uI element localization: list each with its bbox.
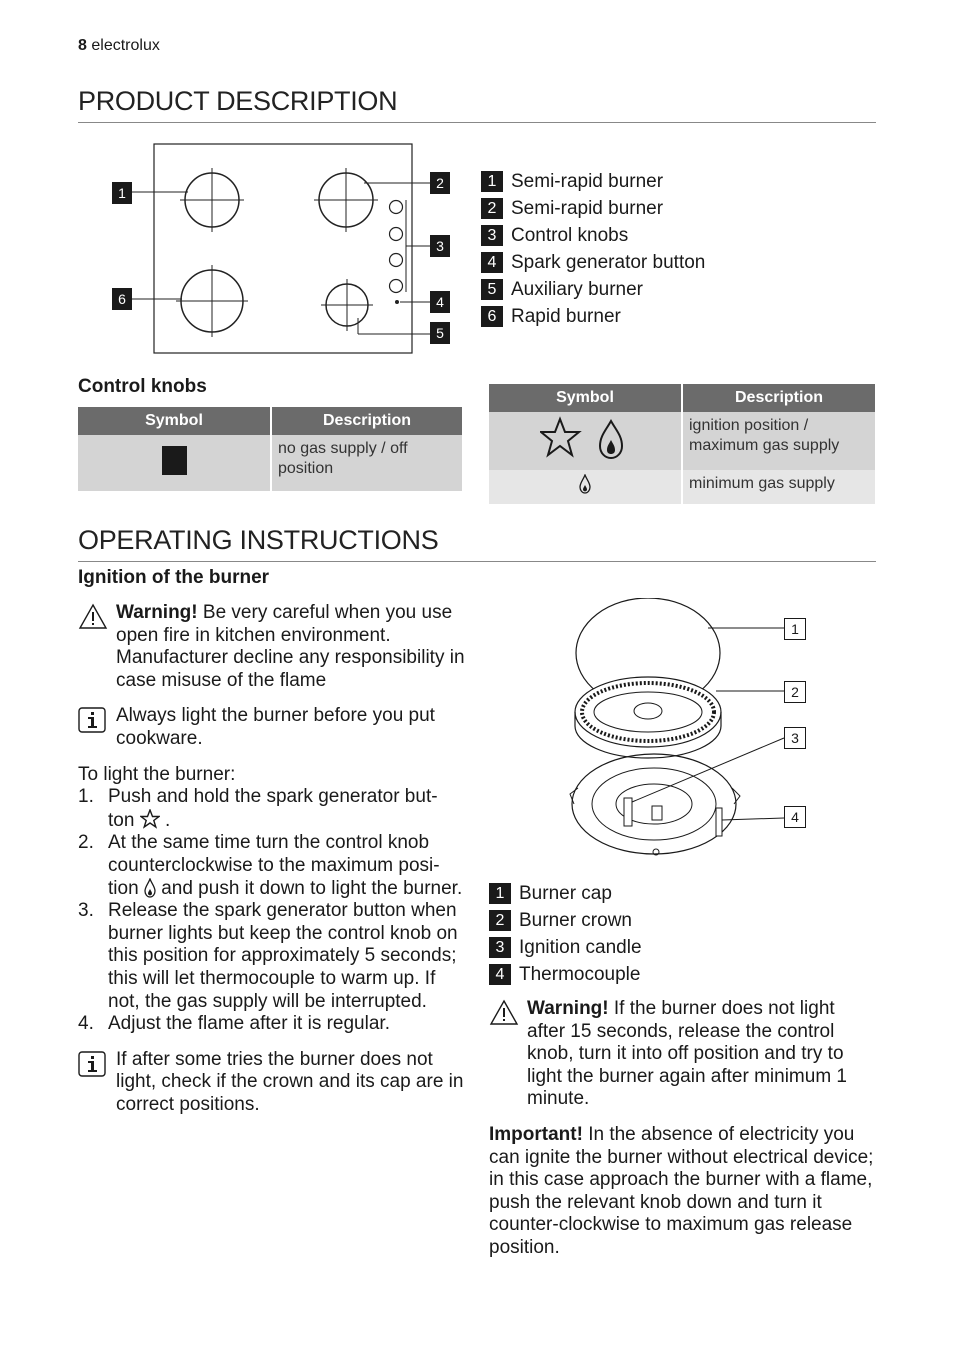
- page-header: [78, 37, 160, 55]
- legend-item: 6 Rapid burner: [481, 303, 705, 330]
- symbol-cell: [489, 412, 681, 470]
- ignition-subtitle: Ignition of the burner: [78, 567, 270, 588]
- product-legend: [481, 168, 705, 330]
- left-column: [78, 602, 466, 1116]
- burner-diagram-drawing: [556, 598, 876, 864]
- burner-label-3: 3: [784, 727, 806, 749]
- description-cell: no gas supply / off position: [272, 435, 462, 491]
- legend-item: 4 Spark generator button: [481, 249, 705, 276]
- table-header-symbol: Symbol: [78, 407, 270, 435]
- burner-legend: [489, 880, 642, 988]
- table-header-description: Description: [272, 407, 462, 435]
- important-label: Important!: [489, 1123, 583, 1145]
- filled-square-icon: [162, 446, 187, 475]
- description-cell: ignition position / maximum gas supply: [683, 412, 875, 470]
- control-knobs-table-1: [76, 407, 464, 491]
- legend-item: 3 Ignition candle: [489, 934, 642, 961]
- section-title-operating-instructions: OPERATING INSTRUCTIONS: [78, 525, 439, 555]
- description-cell: minimum gas supply: [683, 470, 875, 504]
- hob-diagram: [108, 142, 468, 356]
- hob-label-3: 3: [430, 235, 450, 257]
- warning-triangle-icon: [78, 602, 108, 630]
- symbol-cell: [489, 470, 681, 504]
- page-number: 8: [78, 37, 87, 54]
- info-icon: [78, 705, 108, 733]
- list-item: 3. Release the spark generator button when burner lights but keep the control knob on this position for approximately 5 seconds; this will let thermocouple to warm up. If not, the gas supply will be interrupted.: [78, 900, 458, 1012]
- info-note: [78, 705, 466, 750]
- brand-name: electrolux: [91, 37, 160, 54]
- hob-label-6: 6: [112, 288, 132, 310]
- burner-label-4: 4: [784, 806, 806, 828]
- hob-label-1: 1: [112, 182, 132, 204]
- control-knobs-title: Control knobs: [78, 376, 207, 397]
- list-item: 2. At the same time turn the control knob counterclockwise to the maximum posi- tion and push it down to light the burner.: [78, 832, 463, 899]
- warning-note: [78, 602, 466, 692]
- table-row: [489, 470, 875, 504]
- hob-label-5: 5: [430, 322, 450, 344]
- burner-diagram: [556, 598, 876, 864]
- hob-diagram-drawing: [108, 142, 468, 356]
- legend-item: 4 Thermocouple: [489, 961, 642, 988]
- info-note: [78, 1049, 466, 1117]
- legend-item: 5 Auxiliary burner: [481, 276, 705, 303]
- table-row: [78, 435, 462, 491]
- table-header-symbol: Symbol: [489, 384, 681, 412]
- important-text: In the absence of electricity you can ignite the burner without electrical device; in this case approach the burner with a flame, push the relevant knob down and turn it counter-clockwise to maximum gas release position.: [489, 1123, 874, 1258]
- info-icon: [78, 1049, 108, 1077]
- legend-item: 2 Semi-rapid burner: [481, 195, 705, 222]
- warning-text: If the burner does not light after 15 seconds, release the control knob, turn it into off position and try to light the burner again after minimum 1 minute.: [527, 998, 847, 1110]
- warning-label: Warning!: [527, 998, 609, 1019]
- small-flame-icon: [579, 474, 591, 494]
- legend-item: 3 Control knobs: [481, 222, 705, 249]
- hob-label-2: 2: [430, 172, 450, 194]
- warning-label: Warning!: [116, 602, 198, 623]
- list-item: 1. Push and hold the spark generator but- ton .: [78, 786, 438, 831]
- table-row: [489, 412, 875, 470]
- intro-text: To light the burner:: [78, 763, 236, 785]
- warning-text: Be very careful when you use open fire in kitchen environment. Manufacturer decline any responsibility in case misuse of the flame: [116, 602, 465, 691]
- hob-label-4: 4: [430, 291, 450, 313]
- legend-item: 2 Burner crown: [489, 907, 642, 934]
- section-divider: [78, 561, 876, 562]
- warning-triangle-icon: [489, 998, 519, 1026]
- steps-list: [78, 786, 466, 1036]
- small-flame-icon: [144, 878, 156, 898]
- legend-item: 1 Burner cap: [489, 880, 642, 907]
- burner-label-1: 1: [784, 618, 806, 640]
- table-header-description: Description: [683, 384, 875, 412]
- info-text: Always light the burner before you put cookware.: [116, 705, 435, 749]
- star-and-large-flame-icon: [540, 416, 630, 460]
- symbol-cell: [78, 435, 270, 491]
- burner-label-2: 2: [784, 681, 806, 703]
- info-text: If after some tries the burner does not light, check if the crown and its cap are in correct positions.: [116, 1048, 464, 1115]
- section-divider: [78, 122, 876, 123]
- star-icon: [140, 809, 160, 829]
- section-title-product-description: PRODUCT DESCRIPTION: [78, 86, 398, 116]
- control-knobs-table-2: [487, 384, 877, 504]
- legend-item: 1 Semi-rapid burner: [481, 168, 705, 195]
- warning-note: [489, 998, 877, 1111]
- important-note: [489, 1124, 877, 1260]
- list-item: 4. Adjust the flame after it is regular.: [78, 1013, 390, 1035]
- right-column: [489, 998, 877, 1260]
